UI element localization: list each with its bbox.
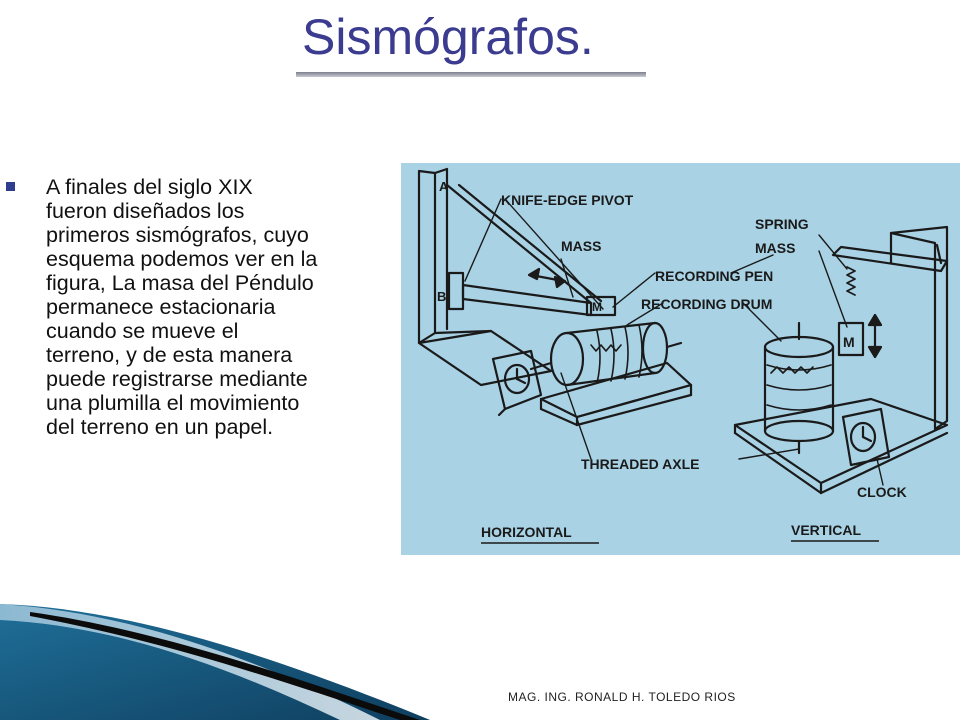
label-a: A [439,179,449,194]
body-line: esquema podemos ver en la [46,247,318,271]
bullet-marker [6,182,15,191]
label-m-horizontal: M [592,300,602,314]
label-horizontal: HORIZONTAL [481,524,572,540]
support-post [419,171,435,343]
title-underline [296,72,646,77]
seismograph-drawing [401,163,960,555]
body-line: cuando se mueve el [46,319,239,343]
spring-coil [847,267,855,295]
slide-title: Sismógrafos. [302,9,594,65]
recording-drum-end [551,333,583,385]
body-line: A finales del siglo XIX [46,175,253,199]
label-threaded-axle: THREADED AXLE [581,456,700,472]
body-line: puede registrarse mediante [46,367,308,391]
label-spring: SPRING [755,216,809,232]
seismograph-diagram [401,163,960,555]
body-line: del terreno en un papel. [46,415,274,439]
vertical-seismograph [735,227,947,493]
label-clock: CLOCK [857,484,907,500]
drum-base [541,363,691,417]
pivot-bracket-b [449,273,463,309]
body-line: una plumilla el movimiento [46,391,300,415]
body-line: primeros sismógrafos, cuyo [46,223,309,247]
label-m-vertical: M [843,334,855,350]
label-recording-drum: RECORDING DRUM [641,296,773,312]
body-paragraph [46,175,391,439]
seismic-trace-horizontal [591,345,621,351]
label-knife-edge-pivot: KNIFE-EDGE PIVOT [501,192,634,208]
body-line: fueron diseñados los [46,199,245,223]
author-footer: MAG. ING. RONALD H. TOLEDO RIOS [508,690,736,704]
body-line: permanece estacionaria [46,295,276,319]
label-recording-pen: RECORDING PEN [655,268,774,284]
body-line: terreno, y de esta manera [46,343,293,367]
vertical-base [735,399,947,483]
title-block [296,6,646,76]
base-platform [419,331,551,385]
label-mass-right: MASS [755,240,796,256]
label-b: B [437,289,447,304]
body-line: figura, La masa del Péndulo [46,271,314,295]
decorative-swoosh [0,590,960,720]
label-vertical: VERTICAL [791,522,861,538]
pendulum-boom [463,285,591,315]
label-mass-left: MASS [561,238,602,254]
